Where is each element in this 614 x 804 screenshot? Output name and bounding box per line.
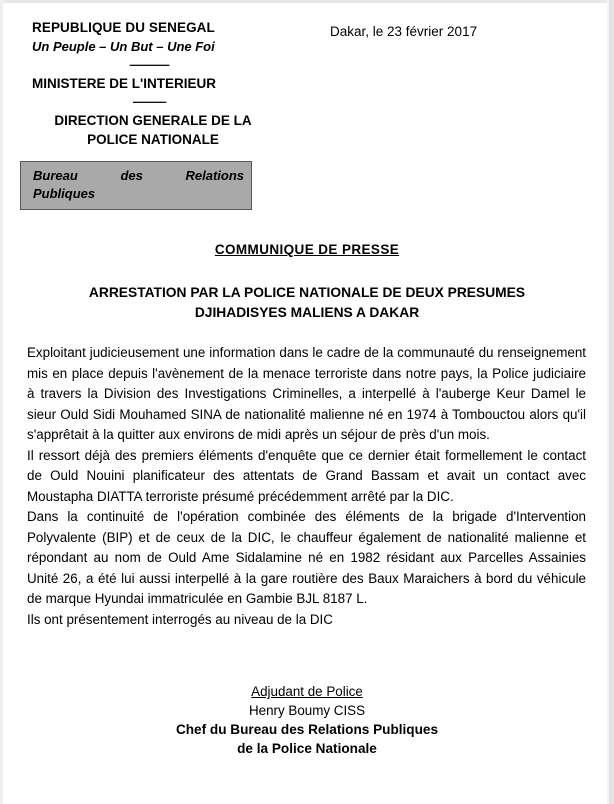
letterhead xyxy=(0,0,614,149)
ministry-title: MINISTERE DE L'INTERIEUR xyxy=(32,76,216,91)
national-motto: Un Peuple – Un But – Une Foi xyxy=(32,39,215,54)
body-paragraph-1: Exploitant judicieusement une information dans le cadre de la communauté du renseignement mis en place depuis l'avènement de la menace terroriste dans notre pays, la Police judiciaire à travers la Division des Investigations Criminelles, a interpellé à l'auberge Keur Damel le sieur Ould Sidi Mouhamed SINA de nationalité malienne né en 1974 à Tombouctou alors qu'il s'apprêtait à la quitter aux environs de midi après un séjour de près d'un mois. xyxy=(27,345,586,442)
body-paragraph-2: Il ressort déjà des premiers éléments d'enquête que ce dernier était formellement le contact de Ould Nouini planificateur des attentats de Grand Bassam et avait un contact avec Moustapha DIATTA terroriste présumé précédemment arrêté par la DIC. xyxy=(27,447,586,504)
subject-heading-line2: DJIHADISYES MALIENS A DAKAR xyxy=(194,305,420,320)
document-date: Dakar, le 23 février 2017 xyxy=(330,24,478,39)
republic-title: REPUBLIQUE DU SENEGAL xyxy=(32,20,215,35)
bureau-word-bureau: Bureau xyxy=(33,168,78,183)
body-paragraph-4: Ils ont présentement interrogés au niveau de la DIC xyxy=(27,611,333,627)
signatory-role-line2: de la Police Nationale xyxy=(237,741,377,756)
signature-block xyxy=(0,682,614,758)
directorate-title-line2: POLICE NATIONALE xyxy=(87,132,219,147)
signatory-role-line1: Chef du Bureau des Relations Publiques xyxy=(175,722,439,737)
letterhead-right xyxy=(330,18,614,41)
signatory-name: Henry Boumy CISS xyxy=(248,703,366,718)
signatory-rank: Adjudant de Police xyxy=(251,684,363,699)
subject-heading-line1: ARRESTATION PAR LA POLICE NATIONALE DE DEUX PRESUMES xyxy=(88,285,526,300)
bureau-box-line2: Publiques xyxy=(33,186,96,201)
letterhead-left xyxy=(0,18,330,149)
bureau-word-relations: Relations xyxy=(185,168,244,183)
body-paragraph-3: Dans la continuité de l'opération combinée des éléments de la brigade d'Intervention Polyvalente (BIP) et de ceux de la DIC, le chauffeur également de nationalité malienne et répondant au nom de Ould Ame Sidalamine né en 1982 résidant aux Parcelles Assainies Unité 26, a été lui aussi interpellé à la gare routière des Baux Maraichers à bord du véhicule de marque Hyundai immatriculée en Gambie BJL 8187 L. xyxy=(27,509,586,606)
bureau-word-des: des xyxy=(120,168,143,183)
header-separator-2: -------------- xyxy=(132,96,166,108)
bureau-box-line1 xyxy=(33,167,244,185)
communique-heading: COMMUNIQUE DE PRESSE xyxy=(214,242,400,257)
header-separator-1: ---------------- xyxy=(129,59,169,71)
body-text xyxy=(27,343,586,630)
subject-heading xyxy=(34,283,580,323)
directorate-title-line1: DIRECTION GENERALE DE LA xyxy=(54,113,252,128)
bureau-box xyxy=(20,161,252,210)
